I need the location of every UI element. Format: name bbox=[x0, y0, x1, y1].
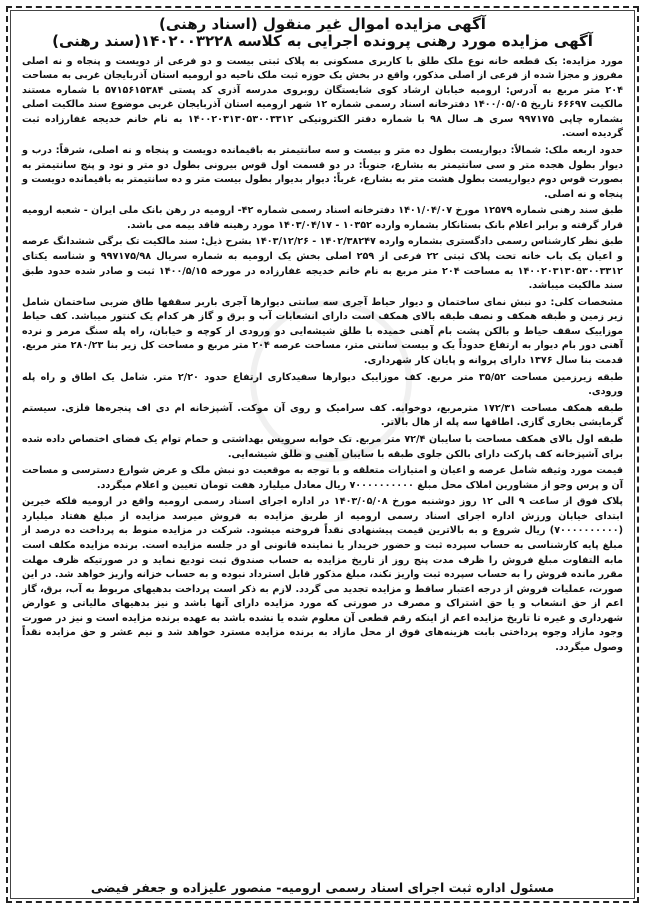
signature-line: مسئول اداره ثبت اجرای اسناد رسمی ارومیه- منصور علیزاده و جعفر فیضی bbox=[90, 880, 555, 895]
notice-frame bbox=[6, 6, 639, 903]
paragraph-first-floor: طبقه اول بالای همکف مساحت با سایبان ۷۲/۴ متر مربع. تک خوابه سرویس بهداشتی و حمام توام یک فضای اختصاص داده شده برای آشپزخانه کف پارکت دارای بالکن جلوی طبقه با سایبان آهنی و طلق شیشه‌ایی. bbox=[22, 433, 623, 460]
notice-subtitle: آگهی مزایده مورد رهنی پرونده اجرایی به کلاسه ۱۴۰۲۰۰۳۲۲۸(سند رهنی) bbox=[52, 32, 593, 51]
paragraph-subject: مورد مزایده: یک قطعه خانه نوع ملک طلق با کاربری مسکونی به پلاک ثبتی بیست و دو فرعی از دویست و پنجاه و نه اصلی مفروز و مجزا شده از فرعی از اصلی مذکور، واقع در بخش یک حوزه ثبت ملک ناحیه دو ارومیه استان آذربایجان غربی به مساحت ۲۰۴ متر مربع به آدرس: ارومیه خیابان ارشاد کوی شایستگان روبروی مدرسه آذری کد پستی ۵۷۱۵۶۱۵۳۸۴ با شماره مستند مالکیت ۶۶۶۹۷ تاریخ ۱۴۰۰/۰۵/۰۵ دفترخانه اسناد رسمی شماره ۱۲ شهر ارومیه استان آذربایجان غربی موضوع سند مالکیت اصلی بشماره چاپی ۹۹۷۱۷۵ سری هـ سال ۹۸ با شماره دفتر الکترونیکی ۱۴۰۰۲۰۳۱۳۰۵۳۰۰۳۳۱۲ به نام خانم خدیجه غفارزاده ثبت گردیده است. bbox=[22, 55, 623, 140]
paragraph-valuation: قیمت مورد وثیقه شامل عرصه و اعیان و امتیازات متعلقه و با توجه به موقعیت دو نبش ملک و عرض شوارع دسترسی و مساحت آن و پرس وجو از مشاورین املاک محل مبلغ ۷۰۰۰۰۰۰۰۰۰۰ ریال معادل میلیارد هفت تومان تعیین و اعلام میگردد. bbox=[22, 465, 623, 491]
notice-body bbox=[22, 55, 623, 877]
paragraph-specifications: مشخصات کلی: دو نبش نمای ساختمان و دیوار حیاط آجری سه سانتی دیوارها آجری باربر سقفها طاق ضربی ساختمان شامل زیر زمین و طبقه همکف و نصف طبقه بالای همکف است دارای انشعابات آب و برق و گاز هر کدام یک کنتور میباشد. کف حیاط موزاییک سقف حیاط و بالکن پشت بام آهنی خمیده با طلق شیشه‌ایی دو ورودی از کوچه و خیابان، راه پله سنگ مرمر و نرده آهنی دور بام دیوار به ارتفاع حدوداً یک و بیست سانتی متر، مساحت عرصه ۲۰۴ متر مربع و مساحت کل زیر بنا ۲۸۰/۲۳ متر مربع. قدمت بنا سال ۱۳۷۶ دارای پروانه و پایان کار شهرداری. bbox=[22, 296, 623, 367]
paragraph-boundaries: حدود اربعه ملک: شمالاً: دیواریست بطول ده متر و بیست و سه سانتیمتر به باقیمانده دویست و پنجاه و نه اصلی، شرقاً: درب و دیوار بطول هجده متر و سی سانتیمتر به بشارع، جنوباً: در دو قسمت اول قوس بیرونی بطول دو متر و نود و پنج سانتیمتر به بصورت قوس دوم دیواریست بطول هشت متر به بشارع، غرباً: دیوار بدیوار بطول بیست متر و ده سانتیمتر به باقیمانده دویست و پنجاه و نه اصلی. bbox=[22, 144, 623, 200]
paragraph-auction-terms: پلاک فوق از ساعت ۹ الی ۱۲ روز دوشنبه مورخ ۱۴۰۳/۰۵/۰۸ در اداره اجرای اسناد رسمی ارومیه واقع در ارومیه فلکه خیرین ابتدای خیابان ورزش اداره اجرای اسناد رسمی ارومیه از طریق مزایده به فروش میرسد مزایده از مبلغ هفتاد میلیارد (۷۰۰۰۰۰۰۰۰۰۰) ریال شروع و به بالاترین قیمت پیشنهادی نقداً فروخته میشود. شرکت در مزایده منوط به پرداخت ده درصد از مبلغ پایه کارشناسی به حساب سپرده ثبت و حضور خریدار یا نماینده قانونی او در جلسه مزایده است. برنده مزایده مکلف است مابه التفاوت مبلغ فروش را ظرف مدت پنج روز از تاریخ مزایده به حساب صندوق ثبت تودیع نماید و در صورتیکه ظرف مهلت مقرر مانده فروش را به حساب سپرده ثبت واریز نکند، مبلغ مذکور قابل استرداد نبوده و به حساب خزانه واریز خواهد شد. در این صورت، عملیات فروش از درجه اعتبار ساقط و مزایده تجدید می گردد. لازم به ذکر است پرداخت بدهیهای مربوط به آب، برق، گاز اعم از حق انشعاب و یا حق اشتراک و مصرف در صورتی که مورد مزایده دارای آنها باشد و نیز بدهیهای مالیاتی و عوارض شهرداری و غیره تا تاریخ مزایده اعم از اینکه رقم قطعی آن معلوم شده یا نشده باشد به عهده برنده مزایده است و نیز در صورت وجود مازاد وجوه پرداختی بابت هزینه‌های فوق از محل مازاد به برنده مزایده مسترد خواهد شد و نیم عشر و حق مزایده نقداً وصول میگردد. bbox=[22, 496, 623, 654]
paragraph-mortgage: طبق سند رهنی شماره ۱۲۵۷۹ مورخ ۱۴۰۱/۰۴/۰۷ دفترخانه اسناد رسمی شماره ۴۲- ارومیه در رهن بانک ملی ایران - شعبه ارومیه قرار گرفته و برابر اعلام بانک بستانکار بشماره وارده ۱۰۳۵۲ - ۱۴۰۳/۰۴/۱۷ مورد رهینه فاقد بیمه می باشد. bbox=[22, 205, 623, 231]
notice-title: آگهی مزایده اموال غیر منقول (اسناد رهنی) bbox=[159, 15, 486, 33]
paragraph-expert-opinion: طبق نظر کارشناس رسمی دادگستری بشماره وارده ۱۴۰۲/۳۸۲۴۷ - ۱۴۰۳/۱۲/۲۶ بشرح ذیل: سند مالکیت تک برگی ششدانگ عرصه و اعیان یک باب خانه تحت پلاک ثبتی ۲۲ فرعی از ۲۵۹ اصلی بخش یک ارومیه به شماره سریال ۹۹۷۱۷۵/۹۸ و شناسه یکتای ۱۴۰۰۲۰۳۱۳۰۵۳۰۰۳۳۱۲ به مساحت ۲۰۴ متر مربع به نام خانم خدیجه غفارزاده در مورخه ۱۴۰۰/۵/۱۵ ثبت و صادر شده حدود طبق سند مالکیت میباشد. bbox=[22, 236, 623, 292]
paragraph-ground-floor: طبقه همکف مساحت ۱۷۲/۳۱ مترمربع، دوخوابه. کف سرامیک و روی آن موکت. آشپزخانه ام دی اف پنجره‌ها فلزی. سیستم گرمایشی بخاری گازی. اطاقها سه پله از هال بالاتر. bbox=[22, 402, 623, 429]
paragraph-basement: طبقه زیرزمین مساحت ۳۵/۵۲ متر مربع. کف موزاییک دیوارها سفیدکاری ارتفاع حدود ۲/۲۰ متر. شامل یک اطاق و راه پله ورودی. bbox=[22, 371, 623, 398]
